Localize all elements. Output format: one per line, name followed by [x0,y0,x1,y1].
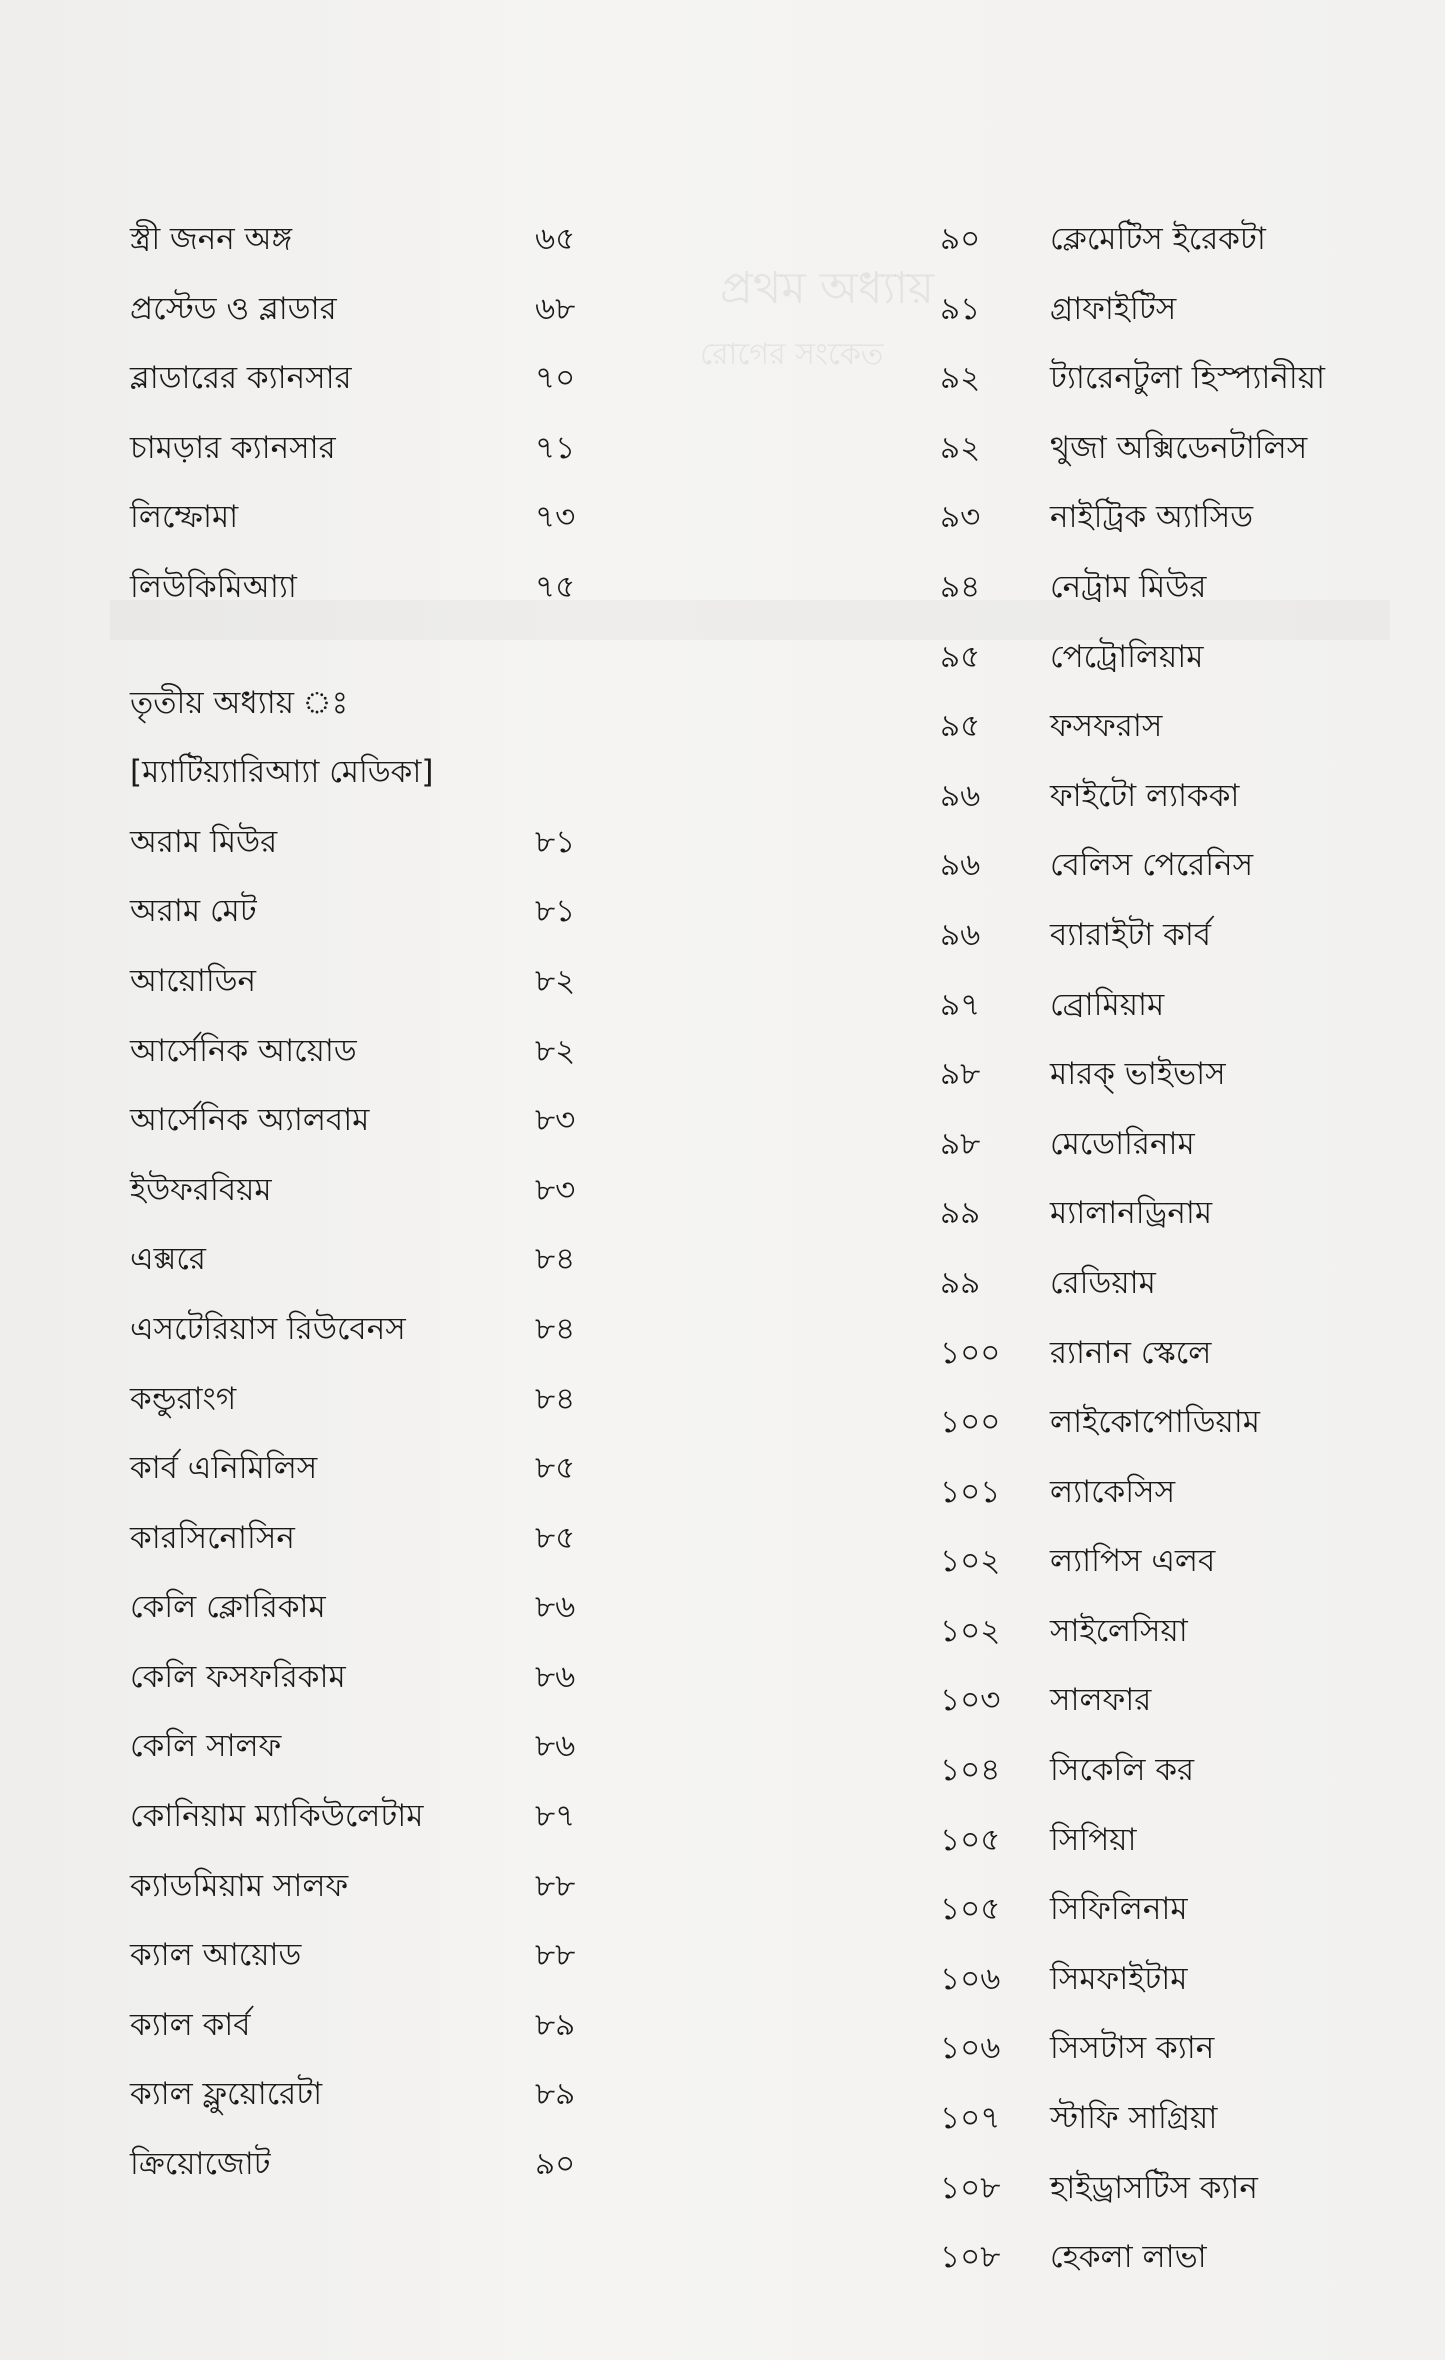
entry-page: ৭৫ [535,568,576,605]
entry-page: ৯৮ [940,1125,981,1162]
bleed-through-heading: প্রথম অধ্যায় [720,263,934,314]
index-entry [130,1921,600,1991]
entry-name: সিফিলিনাম [1050,1891,1188,1928]
index-entry [130,808,600,878]
bleed-through-subheading: রোগের সংকেত [700,337,884,372]
entry-name: হেকলা লাভা [1050,2239,1207,2276]
entry-page: ৮৫ [535,1519,576,1556]
entry-page: ৮৪ [535,1241,576,1278]
entry-page: ১০৬ [940,2030,1001,2067]
entry-name: ক্লেমেটিস ইরেকটা [1050,221,1266,257]
index-entry [130,1365,600,1435]
entry-name: কারসিনোসিন [130,1519,295,1556]
entry-page: ১০২ [940,1612,1001,1649]
index-entry [130,1017,600,1087]
entry-name: স্টাফি সাগ্রিয়া [1050,2100,1218,2137]
entry-page: ৮৬ [535,1728,576,1765]
index-entry [130,344,600,414]
entry-page: ৯০ [535,2146,576,2183]
index-entry [130,2060,600,2130]
entry-name: ম্যালানড্রিনাম [1050,1195,1213,1232]
index-entry [130,414,600,484]
entry-name: ফসফরাস [1050,708,1163,745]
index-entry [940,1249,1360,1319]
entry-name: লাইকোপোডিয়াম [1050,1404,1260,1441]
entry-name: রেডিয়াম [1050,1264,1156,1301]
entry-page: ৯৯ [940,1195,981,1232]
entry-name: মারক্ ভাইভাস [1050,1056,1226,1093]
index-entry [130,1434,600,1504]
index-entry [130,877,600,947]
entry-name: চামড়ার ক্যানসার [130,429,336,466]
index-entry [130,553,600,623]
entry-name: এক্সরে [130,1241,206,1278]
entry-page: ৮৮ [535,1867,576,1904]
chapter-heading: তৃতীয় অধ্যায় ঃ [130,684,349,721]
entry-page: ৮৭ [535,1798,576,1835]
entry-page: ৬৮ [535,290,576,327]
entry-page: ১০০ [940,1334,1001,1371]
entry-page: ৯৫ [940,708,981,745]
entry-name: সিপিয়া [1050,1821,1137,1858]
index-entry [130,205,600,275]
entry-page: ৮৪ [535,1380,576,1417]
entry-page: ৯৬ [940,916,981,953]
entry-page: ৮১ [535,893,576,930]
entry-name: ল্যাপিস এলব [1050,1543,1216,1580]
entry-page: ৮৫ [535,1450,576,1487]
entry-page: ৯৪ [940,568,981,605]
index-entry [940,2223,1360,2293]
entry-name: সিমফাইটাম [1050,1960,1188,1997]
entry-page: ৮১ [535,823,576,860]
index-entry [940,553,1360,623]
entry-page: ৮৪ [535,1310,576,1347]
index-entry [130,947,600,1017]
entry-name: কোনিয়াম ম্যাকিউলেটাম [130,1798,424,1835]
entry-name: লিউকিমিআ্যা [130,568,297,605]
index-entry [940,692,1360,762]
entry-page: ৮২ [535,1032,576,1069]
index-entry [940,1806,1360,1876]
entry-page: ৯৭ [940,986,981,1023]
index-entry [940,1945,1360,2015]
index-entry [130,275,600,345]
entry-page: ১০২ [940,1543,1001,1580]
entry-page: ১০৮ [940,2169,1001,2206]
index-left-column [130,205,600,2200]
entry-name: কন্ডুরাংগ [130,1380,237,1417]
index-entry [940,1110,1360,1180]
entry-name: ফাইটো ল্যাককা [1050,777,1240,814]
index-entry [940,414,1360,484]
index-entry [940,1388,1360,1458]
entry-page: ১০৪ [940,1752,1001,1789]
entry-name: আয়োডিন [130,962,257,999]
entry-name: ব্যারাইটা কার্ব [1050,916,1212,953]
entry-page: ৮৩ [535,1102,576,1139]
entry-page: ৯২ [940,360,981,397]
index-entry [940,2154,1360,2224]
index-entry [940,971,1360,1041]
index-entry [940,1666,1360,1736]
entry-page: ১০৬ [940,1960,1001,1997]
entry-page: ৮৩ [535,1171,576,1208]
entry-page: ১০১ [940,1473,1001,1510]
entry-page: ৮৮ [535,1937,576,1974]
entry-page: ৯৫ [940,638,981,675]
entry-name: কেলি সালফ [130,1728,282,1765]
entry-name: র‍্যানান স্কেলে [1050,1334,1212,1371]
index-entry [130,2130,600,2200]
entry-name: কেলি ফসফরিকাম [130,1658,346,1695]
index-entry [130,1295,600,1365]
entry-page: ১০৩ [940,1682,1001,1719]
entry-page: ৯২ [940,429,981,466]
entry-name: স্ত্রী জনন অঙ্গ [130,221,293,257]
index-entry [940,483,1360,553]
entry-name: ব্রোমিয়াম [1050,986,1165,1023]
entry-name: বেলিস পেরেনিস [1050,847,1254,884]
entry-page: ১০৭ [940,2100,1001,2137]
index-entry [130,1156,600,1226]
index-entry [940,762,1360,832]
entry-name: গ্রাফাইটিস [1050,290,1177,327]
entry-name: আর্সেনিক অ্যালবাম [130,1102,370,1139]
entry-name: ক্রিয়োজোট [130,2146,271,2183]
index-entry [130,1643,600,1713]
chapter-subheading: [ম্যাটিয়্যারিআ্যা মেডিকা] [130,754,434,791]
entry-name: ব্লাডারের ক্যানসার [130,360,352,397]
entry-name: এসটেরিয়াস রিউবেনস [130,1310,406,1347]
entry-name: লিম্ফোমা [130,499,239,536]
entry-name: পেট্রোলিয়াম [1050,638,1204,675]
entry-name: সালফার [1050,1682,1152,1719]
entry-page: ১০৫ [940,1891,1001,1928]
entry-page: ১০৫ [940,1821,1001,1858]
index-entry [130,1504,600,1574]
index-entry [940,2014,1360,2084]
index-entry [130,1225,600,1295]
entry-name: হাইড্রাসটিস ক্যান [1050,2169,1258,2206]
entry-name: সিকেলি কর [1050,1752,1195,1789]
index-entry [130,1573,600,1643]
index-entry [940,1597,1360,1667]
entry-page: ৮৯ [535,2076,576,2113]
entry-name: ক্যাল কার্ব [130,2006,251,2043]
entry-page: ৭০ [535,360,576,397]
entry-name: ক্যাল আয়োড [130,1937,302,1974]
index-entry [130,483,600,553]
index-entry [940,831,1360,901]
entry-name: ক্যাডমিয়াম সালফ [130,1867,349,1904]
entry-name: সাইলেসিয়া [1050,1612,1188,1649]
entry-page: ৬৫ [535,221,576,257]
entry-page: ৯৮ [940,1056,981,1093]
entry-page: ৭১ [535,429,576,466]
entry-name: আর্সেনিক আয়োড [130,1032,357,1069]
entry-name: অরাম মেট [130,893,257,930]
entry-name: অরাম মিউর [130,823,278,860]
index-entry [940,2084,1360,2154]
index-entry [940,1040,1360,1110]
entry-page: ১০৮ [940,2239,1001,2276]
entry-page: ৮২ [535,962,576,999]
entry-name: কেলি ক্লোরিকাম [130,1589,326,1626]
entry-name: থুজা অক্সিডেনটালিস [1050,429,1308,466]
index-entry [940,1179,1360,1249]
index-entry [940,901,1360,971]
index-entry [940,1875,1360,1945]
entry-name: সিসটাস ক্যান [1050,2030,1215,2067]
index-entry [940,1736,1360,1806]
entry-name: কার্ব এনিমিলিস [130,1450,318,1487]
entry-name: ল্যাকেসিস [1050,1473,1176,1510]
index-entry [940,205,1360,275]
index-entry [940,1527,1360,1597]
index-entry [130,1782,600,1852]
index-entry [130,1852,600,1922]
entry-page: ৮৬ [535,1658,576,1695]
entry-page: ৯০ [940,221,981,257]
entry-name: ট্যারেনটুলা হিস্প্যানীয়া [1050,360,1326,397]
index-entry [940,275,1360,345]
entry-name: নাইট্রিক অ্যাসিড [1050,499,1254,536]
entry-name: নেট্রাম মিউর [1050,568,1207,605]
index-entry [130,1086,600,1156]
entry-page: ৯৬ [940,847,981,884]
index-entry [130,1991,600,2061]
index-entry [940,1319,1360,1389]
entry-page: ৯১ [940,290,981,327]
entry-page: ৯৬ [940,777,981,814]
entry-page: ১০০ [940,1404,1001,1441]
index-entry [130,1712,600,1782]
index-entry [940,1458,1360,1528]
entry-page: ৭৩ [535,499,576,536]
index-entry [940,623,1360,693]
entry-page: ৯৯ [940,1264,981,1301]
entry-page: ৯৩ [940,499,981,536]
index-entry [940,344,1360,414]
entry-name: প্রস্টেড ও ব্লাডার [130,290,337,327]
entry-page: ৮৬ [535,1589,576,1626]
section-spacer [130,623,600,669]
entry-name: ইউফরবিয়ম [130,1171,272,1208]
entry-name: মেডোরিনাম [1050,1125,1195,1162]
entry-name: ক্যাল ফ্লুয়োরেটা [130,2076,323,2113]
entry-page: ৮৯ [535,2006,576,2043]
index-right-column [940,205,1360,2293]
